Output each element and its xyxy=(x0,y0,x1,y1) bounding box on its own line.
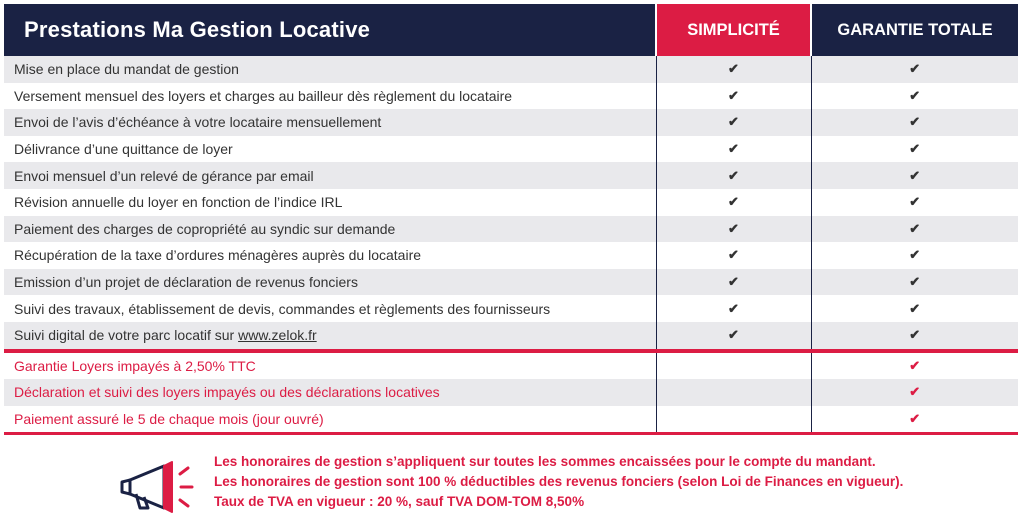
check-icon: ✔ xyxy=(656,56,811,83)
table-row xyxy=(4,322,1018,349)
column-header-simplicite: SIMPLICITÉ xyxy=(656,4,811,56)
megaphone-icon xyxy=(116,454,204,514)
check-icon: ✔ xyxy=(656,216,811,243)
row-label-text: Suivi digital de votre parc locatif sur xyxy=(14,327,239,344)
check-icon: ✔ xyxy=(656,295,811,322)
check-icon: ✔ xyxy=(811,216,1018,243)
check-icon: ✔ xyxy=(656,269,811,296)
row-label: Délivrance d’une quittance de loyer xyxy=(4,136,656,163)
check-icon: ✔ xyxy=(656,136,811,163)
table-row xyxy=(4,379,1018,406)
check-icon: ✔ xyxy=(811,406,1018,433)
row-label: Suivi des travaux, établissement de devis, commandes et règlements des fournisseurs xyxy=(4,295,656,322)
table-row xyxy=(4,56,1018,83)
fee-note-2: Les honoraires de gestion sont 100 % déductibles des revenus fonciers (selon Loi de Finances en vigueur). xyxy=(214,474,904,489)
table-row xyxy=(4,269,1018,296)
row-label: Déclaration et suivi des loyers impayés ou des déclarations locatives xyxy=(4,379,656,406)
check-icon: ✔ xyxy=(811,379,1018,406)
table-row xyxy=(4,83,1018,110)
check-icon: ✔ xyxy=(811,56,1018,83)
check-icon: ✔ xyxy=(811,83,1018,110)
table-row xyxy=(4,295,1018,322)
table-title: Prestations Ma Gestion Locative xyxy=(4,4,656,56)
fee-notes xyxy=(214,452,903,512)
table-row xyxy=(4,136,1018,163)
check-icon: ✔ xyxy=(656,109,811,136)
check-icon: ✔ xyxy=(656,242,811,269)
table-row xyxy=(4,242,1018,269)
row-label: Paiement des charges de copropriété au syndic sur demande xyxy=(4,216,656,243)
row-label: Révision annuelle du loyer en fonction de l’indice IRL xyxy=(4,189,656,216)
comparison-table xyxy=(4,4,1018,435)
row-label: Versement mensuel des loyers et charges au bailleur dès règlement du locataire xyxy=(4,83,656,110)
fee-note-1: Les honoraires de gestion s’appliquent sur toutes les sommes encaissées pour le compte du mandant. xyxy=(214,454,876,469)
column-header-garantie-totale: GARANTIE TOTALE xyxy=(811,4,1018,56)
row-label: Paiement assuré le 5 de chaque mois (jour ouvré) xyxy=(4,406,656,433)
row-label: Emission d’un projet de déclaration de revenus fonciers xyxy=(4,269,656,296)
fee-note-3: Taux de TVA en vigueur : 20 %, sauf TVA DOM-TOM 8,50% xyxy=(214,494,585,509)
zelok-link[interactable]: www.zelok.fr xyxy=(238,327,317,344)
check-icon: ✔ xyxy=(811,269,1018,296)
check-icon: ✔ xyxy=(811,242,1018,269)
row-label: Mise en place du mandat de gestion xyxy=(4,56,656,83)
table-row xyxy=(4,353,1018,380)
table-bottom-border xyxy=(4,432,1018,435)
row-label: Récupération de la taxe d’ordures ménagères auprès du locataire xyxy=(4,242,656,269)
table-row xyxy=(4,162,1018,189)
check-icon: ✔ xyxy=(656,83,811,110)
empty-cell xyxy=(656,379,811,406)
check-icon: ✔ xyxy=(811,189,1018,216)
row-label: Garantie Loyers impayés à 2,50% TTC xyxy=(4,353,656,380)
empty-cell xyxy=(656,406,811,433)
table-row xyxy=(4,216,1018,243)
check-icon: ✔ xyxy=(656,322,811,349)
check-icon: ✔ xyxy=(811,322,1018,349)
check-icon: ✔ xyxy=(811,136,1018,163)
check-icon: ✔ xyxy=(811,295,1018,322)
table-body xyxy=(4,56,1018,435)
table-header-row xyxy=(4,4,1018,56)
check-icon: ✔ xyxy=(811,109,1018,136)
check-icon: ✔ xyxy=(811,162,1018,189)
table-row xyxy=(4,189,1018,216)
empty-cell xyxy=(656,353,811,380)
row-label: Envoi de l’avis d’échéance à votre locataire mensuellement xyxy=(4,109,656,136)
check-icon: ✔ xyxy=(656,189,811,216)
row-label: Envoi mensuel d’un relevé de gérance par email xyxy=(4,162,656,189)
check-icon: ✔ xyxy=(656,162,811,189)
table-row xyxy=(4,406,1018,433)
table-row xyxy=(4,109,1018,136)
check-icon: ✔ xyxy=(811,353,1018,380)
row-label xyxy=(4,322,656,349)
